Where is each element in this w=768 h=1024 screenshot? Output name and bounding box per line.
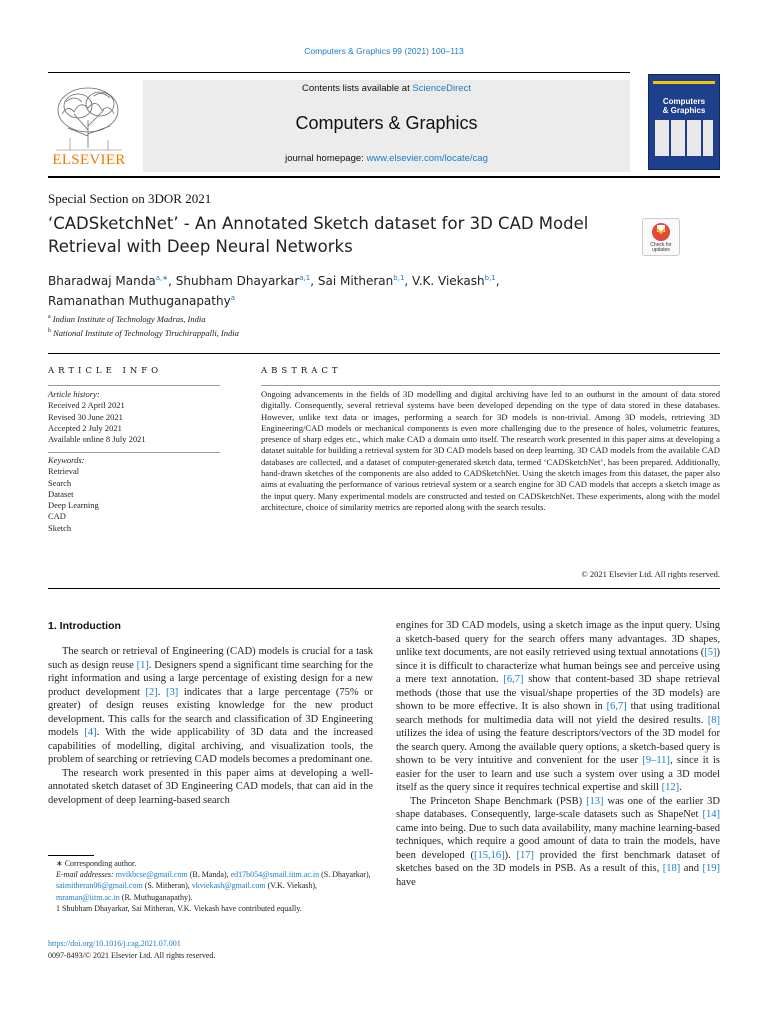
text-run: ). bbox=[504, 849, 517, 861]
author-name: Sai Mitheran bbox=[317, 274, 394, 288]
text-run: engines for 3D CAD models, using a sketch image as the input query. Using a sketch-based query for the search offers many advantages. 3D shapes, unlike text documents, are not easily retrieved using textual annotations ( bbox=[396, 620, 720, 658]
citation-link[interactable]: [17] bbox=[516, 849, 534, 861]
journal-homepage-link[interactable]: www.elsevier.com/locate/cag bbox=[366, 153, 488, 164]
cover-thumb bbox=[671, 120, 685, 156]
affil-sup: a bbox=[48, 314, 51, 320]
text-run: . Designers spend a significant time searching for the right information and using a large percentage of existing design for a new product development bbox=[48, 659, 374, 698]
author-name: Shubham Dhayarkar bbox=[175, 274, 300, 288]
author-name: Ramanathan Muthuganapathy bbox=[48, 294, 231, 308]
cover-title bbox=[649, 97, 719, 115]
issn-line: 0097-8493/© 2021 Elsevier Ltd. All rights reserved. bbox=[48, 950, 216, 960]
introduction-heading: 1. Introduction bbox=[48, 620, 121, 632]
homepage-line bbox=[143, 153, 630, 164]
keyword-item: Search bbox=[48, 477, 72, 488]
doi-link[interactable]: https://doi.org/10.1016/j.cag.2021.07.001 bbox=[48, 939, 181, 948]
author-name: V.K. Viekash bbox=[412, 274, 485, 288]
special-section-label: Special Section on 3DOR 2021 bbox=[48, 191, 212, 206]
email-owner: (S. Dhayarkar), bbox=[319, 870, 371, 880]
abstract-copyright: © 2021 Elsevier Ltd. All rights reserved. bbox=[581, 569, 720, 579]
history-accepted: Accepted 2 July 2021 bbox=[48, 422, 122, 433]
text-run: . With the wide applicability of 3D data and the increased capabilities of modelling, digital archiving, and visualization tools, the problem of searching or retrieving CAD models becomes a predominant one. bbox=[48, 727, 373, 765]
citation-link[interactable]: [6,7] bbox=[606, 701, 627, 712]
cover-thumb bbox=[687, 120, 701, 156]
text-run: provided the first benchmark dataset of sketches based on the 3D models in PSB. As a result of this, bbox=[396, 849, 721, 874]
citation-link[interactable]: [3] bbox=[166, 686, 179, 698]
abstract-heading: ABSTRACT bbox=[261, 366, 342, 376]
header-top-rule bbox=[48, 72, 630, 73]
text-run: that using traditional search methods for multimedia data will not yield the desired results. bbox=[396, 701, 720, 726]
history-label: Article history: bbox=[48, 389, 100, 399]
citation-link[interactable]: [8] bbox=[707, 714, 720, 726]
intro-paragraph bbox=[396, 795, 720, 890]
history-online: Available online 8 July 2021 bbox=[48, 434, 146, 445]
citation-link[interactable]: [19] bbox=[702, 863, 720, 874]
citation-link[interactable]: [18] bbox=[662, 863, 681, 874]
author-affil-sup[interactable]: b,1 bbox=[393, 274, 405, 282]
paper-title bbox=[48, 212, 608, 258]
text-run: came into being. Due to such data availability, many machine learning-based techniques, which require a good amount of data to train the models, have been developed ( bbox=[396, 822, 720, 861]
cover-thumb bbox=[703, 120, 713, 156]
text-run: show that content-based 3D shape retrieval methods (those that use the visual/shape properties of the 3D models) are shown to be more effective. It is also shown in bbox=[396, 674, 720, 712]
affil-text: Indian Institute of Technology Madras, India bbox=[52, 313, 206, 324]
elsevier-wordmark: ELSEVIER bbox=[52, 152, 126, 168]
body-left-column bbox=[48, 645, 373, 807]
sciencedirect-link[interactable]: ScienceDirect bbox=[412, 83, 471, 94]
author-affil-sup[interactable]: a,∗ bbox=[155, 274, 169, 282]
text-run: The search or retrieval of Engineering (CAD) models is crucial for a task such as design reuse bbox=[48, 646, 373, 671]
check-for-updates-label: Check for updates bbox=[650, 242, 672, 253]
article-history bbox=[48, 389, 146, 445]
email-owner: (S. Mitheran), bbox=[142, 881, 192, 891]
affil-sup: b bbox=[48, 327, 51, 334]
title-line1: ‘CADSketchNet’ - An Annotated Sketch dataset for 3D CAD Model bbox=[48, 214, 589, 233]
cover-stripe bbox=[653, 81, 715, 84]
citation-link[interactable]: [9–11] bbox=[642, 755, 670, 766]
keyword-item: CAD bbox=[48, 511, 66, 522]
email-label: E-mail addresses: bbox=[56, 870, 114, 880]
email-link[interactable]: ed17b054@smail.iitm.ac.in bbox=[230, 870, 320, 880]
cover-thumb bbox=[655, 120, 669, 156]
author-name: Bharadwaj Manda bbox=[48, 274, 156, 288]
title-line2: Retrieval with Deep Neural Networks bbox=[48, 237, 353, 256]
text-run: ) since it is difficult to characterize what human beings see and perceive using a mere text annotation. bbox=[396, 647, 720, 685]
email-owner: (V.K. Viekash), bbox=[265, 881, 318, 891]
crossmark-icon bbox=[643, 219, 679, 243]
text-run: . bbox=[157, 686, 167, 698]
citation-link[interactable]: [2] bbox=[145, 686, 158, 698]
email-owner: (R. Muthuganapathy). bbox=[119, 892, 193, 902]
history-revised: Revised 30 June 2021 bbox=[48, 411, 123, 422]
journal-reference-link[interactable]: Computers & Graphics 99 (2021) 100–113 bbox=[304, 46, 464, 56]
affiliations bbox=[48, 311, 239, 339]
email-addresses bbox=[48, 869, 373, 903]
citation-link[interactable]: [5] bbox=[704, 647, 717, 658]
author-affil-sup[interactable]: a,1 bbox=[299, 274, 311, 282]
contents-line bbox=[143, 83, 630, 94]
citation-link[interactable]: [14] bbox=[702, 809, 720, 820]
abstract-text: Ongoing advancements in the fields of 3D modelling and digital archiving have led to an outburst in the amount of data stored digitally. Consequently, several retrieval systems have been developed depending on the type of data stored in these databases. However, unlike text data or images, performing a search for 3D models is non-trivial. Among 3D models, retrieving 3D Engineering/CAD models or mechanical components is even more challenging due to the presence of holes, volumetric features, presence of sharp edges etc., which make CAD a domain unto itself. The research work presented in this paper aims at developing a dataset suitable for building a retrieval system for 3D CAD models based on deep learning. 3D CAD models from the available CAD databases are collected, and a dataset of computer-generated sketch data, termed ‘CADSketchNet’, has been prepared. Additionally, hand-drawn sketches of the components are also added to CADSketchNet. Using the sketch images from this dataset, the paper also aims at evaluating the performance of various retrieval system or a search engine for 3D CAD models that accepts a sketch image as the input query. Many experimental models are constructed and tested on CADSketchNet. These experiments, along with the model architecture, choice of similarity metrics are reported along with the search results. bbox=[261, 389, 720, 512]
citation-link[interactable]: [13] bbox=[586, 795, 604, 807]
citation-link[interactable]: [1] bbox=[136, 659, 149, 671]
body-right-column bbox=[396, 619, 720, 889]
history-received: Received 2 April 2021 bbox=[48, 400, 125, 411]
check-for-updates-button[interactable] bbox=[642, 218, 680, 256]
text-run: utilizes the idea of using the feature descriptors/vectors of the 3D model for the search query. Among the available query options, a sketch-based query is shown to be very intuitive and convenient for the user bbox=[396, 728, 720, 766]
article-info-rule bbox=[48, 385, 220, 386]
doi-block bbox=[48, 938, 215, 961]
affil-text: National Institute of Technology Tiruchirappalli, India bbox=[53, 327, 239, 338]
email-link[interactable]: saimitheran06@gmail.com bbox=[56, 881, 143, 891]
article-info-top-rule bbox=[48, 353, 720, 354]
journal-title: Computers & Graphics bbox=[295, 113, 478, 133]
text-run: , since it is easier for the user to learn and use such a system over using a 3D model itself as the query since it requires technical expertise and skill bbox=[396, 755, 720, 793]
text-run: and bbox=[680, 863, 703, 874]
keyword-item: Dataset bbox=[48, 488, 74, 499]
equal-contribution-note: 1 Shubham Dhayarkar, Sai Mitheran, V.K. Viekash have contributed equally. bbox=[56, 903, 302, 913]
text-run: . bbox=[679, 782, 682, 793]
abstract-bottom-rule bbox=[48, 588, 720, 589]
text-run: have bbox=[396, 876, 416, 888]
abstract-rule bbox=[261, 385, 720, 386]
cover-title-line2: & Graphics bbox=[662, 106, 706, 115]
text-run: indicates that a large percentage (75% or greater) of design reuses existing knowledge for the new product development. This calls for the search and classification of 3D Engineering models bbox=[48, 686, 373, 738]
author-affil-sup[interactable]: b,1 bbox=[484, 274, 496, 282]
keyword-item: Sketch bbox=[48, 522, 72, 533]
author-list: Bharadwaj Manda$^{a,∗}$, Shubham Dhayarkar$^{a,1}$, Sai Mitheran$^{b,1}$, V.K. Viekash$^{b,1}$, Ramanathan Muthuganapathy$^a$ bbox=[48, 274, 500, 308]
text-run: The Princeton Shape Benchmark (PSB) bbox=[410, 795, 587, 807]
intro-paragraph: The research work presented in this paper aims at developing a well-annotated sketch dataset of 3D Engineering CAD models, that can aid in the development of deep learning-based search bbox=[48, 767, 373, 806]
corresponding-author-note: ∗ Corresponding author. bbox=[56, 859, 137, 868]
affiliation-a bbox=[48, 311, 239, 325]
footnote-rule bbox=[48, 855, 94, 856]
journal-cover-image[interactable] bbox=[648, 74, 720, 170]
affiliation-b bbox=[48, 325, 239, 339]
email-link[interactable]: mvikbcse@gmail.com bbox=[115, 870, 188, 880]
citation-link[interactable]: [12] bbox=[661, 782, 680, 793]
article-info-heading: ARTICLE INFO bbox=[48, 366, 163, 376]
keyword-item: Deep Learning bbox=[48, 500, 99, 511]
text-run: was one of the earlier 3D shape databases. Consequently, large-scale datasets such as ShapeNet bbox=[396, 795, 720, 820]
author-affil-sup[interactable]: a bbox=[230, 294, 235, 302]
citation-link[interactable]: [15,16] bbox=[473, 849, 505, 861]
keywords bbox=[48, 455, 99, 534]
homepage-prefix: journal homepage: bbox=[285, 153, 367, 164]
keyword-item: Retrieval bbox=[48, 466, 80, 477]
contents-prefix: Contents lists available at bbox=[302, 83, 413, 94]
intro-paragraph bbox=[48, 645, 373, 767]
footnotes bbox=[48, 858, 373, 914]
keywords-rule bbox=[48, 452, 220, 453]
email-link[interactable]: vkviekash@gmail.com bbox=[191, 881, 266, 891]
email-owner: (B. Manda), bbox=[187, 870, 231, 880]
cover-title-line1: Computers bbox=[662, 97, 706, 106]
header-bottom-rule bbox=[48, 176, 720, 178]
citation-link[interactable]: [4] bbox=[84, 727, 97, 738]
keywords-label: Keywords: bbox=[48, 455, 85, 465]
email-link[interactable]: mraman@iitm.ac.in bbox=[56, 892, 120, 902]
intro-paragraph bbox=[396, 619, 720, 795]
citation-link[interactable]: [6,7] bbox=[503, 674, 524, 685]
